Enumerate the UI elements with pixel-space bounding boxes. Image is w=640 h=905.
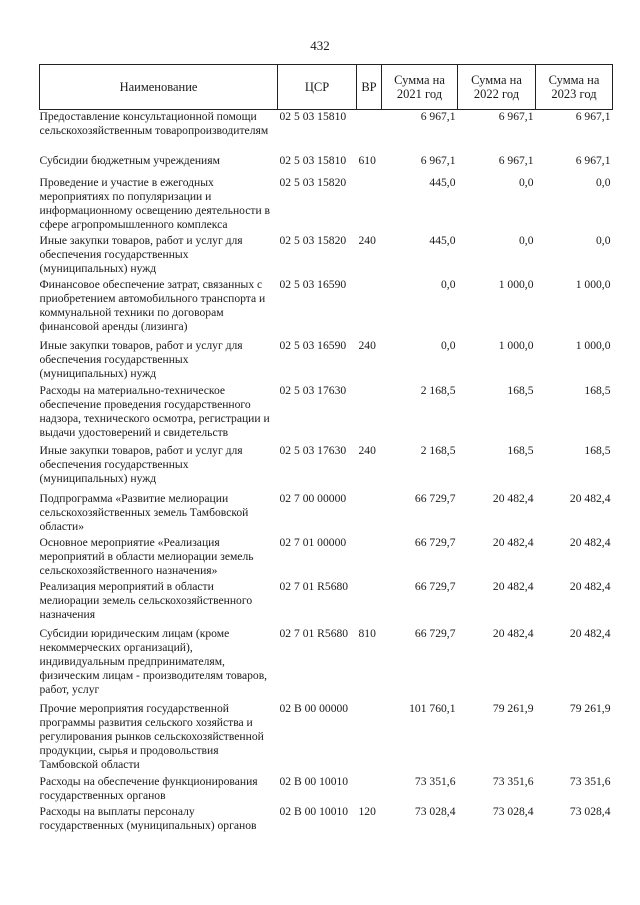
row-vr bbox=[357, 176, 382, 234]
table-row bbox=[40, 492, 613, 536]
row-vr bbox=[357, 702, 382, 775]
row-2022: 73 028,4 bbox=[492, 804, 534, 818]
table-row bbox=[40, 339, 613, 384]
row-name: Иные закупки товаров, работ и услуг для обеспечения государственных (муниципальных) нужд bbox=[39, 233, 243, 275]
row-2023: 6 967,1 bbox=[575, 153, 611, 167]
row-name: Финансовое обеспечение затрат, связанных с приобретением автомобильного транспорта и коммунальной техники по договорам финансовой аренды (лизинга) bbox=[39, 277, 266, 334]
row-2022: 20 482,4 bbox=[492, 535, 534, 549]
row-name: Иные закупки товаров, работ и услуг для обеспечения государственных (муниципальных) нужд bbox=[39, 338, 243, 380]
row-2021: 66 729,7 bbox=[414, 579, 456, 593]
row-2023: 1 000,0 bbox=[575, 277, 611, 291]
row-2023: 20 482,4 bbox=[569, 535, 611, 549]
table-row bbox=[40, 278, 613, 339]
row-2023: 20 482,4 bbox=[569, 626, 611, 640]
row-csr: 02 В 00 10010 bbox=[279, 774, 349, 788]
table-row bbox=[40, 234, 613, 278]
row-csr: 02 5 03 15810 bbox=[279, 153, 347, 167]
row-name: Иные закупки товаров, работ и услуг для обеспечения государственных (муниципальных) нужд bbox=[39, 443, 243, 485]
row-2021: 0,0 bbox=[441, 277, 456, 291]
row-name: Подпрограмма «Развитие мелиорации сельскохозяйственных земель Тамбовской области» bbox=[39, 491, 249, 533]
header-2023: Сумма на 2023 год bbox=[536, 65, 613, 110]
header-name: Наименование bbox=[40, 65, 278, 110]
header-vr: ВР bbox=[357, 65, 382, 110]
row-2021: 66 729,7 bbox=[414, 535, 456, 549]
row-2023: 1 000,0 bbox=[575, 338, 611, 352]
row-2022: 73 351,6 bbox=[492, 774, 534, 788]
row-2021: 73 351,6 bbox=[414, 774, 456, 788]
row-2021: 2 168,5 bbox=[420, 443, 456, 457]
row-2023: 168,5 bbox=[584, 443, 611, 457]
table-row bbox=[40, 805, 613, 835]
row-2023: 6 967,1 bbox=[575, 110, 611, 123]
row-2022: 20 482,4 bbox=[492, 626, 534, 640]
row-2023: 0,0 bbox=[596, 175, 611, 189]
row-vr: 240 bbox=[358, 338, 376, 352]
table-row bbox=[40, 384, 613, 444]
row-2023: 168,5 bbox=[584, 383, 611, 397]
row-csr: 02 7 00 00000 bbox=[279, 491, 347, 505]
row-2023: 20 482,4 bbox=[569, 491, 611, 505]
table-row bbox=[40, 702, 613, 775]
row-2022: 6 967,1 bbox=[498, 110, 534, 123]
row-2022: 20 482,4 bbox=[492, 579, 534, 593]
row-csr: 02 7 01 R5680 bbox=[279, 626, 349, 640]
row-2023: 79 261,9 bbox=[569, 701, 611, 715]
row-2021: 66 729,7 bbox=[414, 626, 456, 640]
row-csr: 02 5 03 15820 bbox=[279, 175, 347, 189]
table-header-row bbox=[40, 65, 613, 110]
row-2023: 0,0 bbox=[596, 233, 611, 247]
row-vr bbox=[357, 492, 382, 536]
row-vr bbox=[357, 580, 382, 627]
row-2021: 73 028,4 bbox=[414, 804, 456, 818]
row-vr bbox=[357, 278, 382, 339]
header-csr: ЦСР bbox=[278, 65, 357, 110]
row-2022: 168,5 bbox=[507, 383, 534, 397]
row-2021: 2 168,5 bbox=[420, 383, 456, 397]
row-name: Предоставление консультационной помощи сельскохозяйственным товаропроизводителям bbox=[39, 110, 269, 138]
row-csr: 02 В 00 10010 bbox=[279, 804, 349, 818]
row-2021: 445,0 bbox=[429, 233, 456, 247]
row-name: Субсидии бюджетным учреждениям bbox=[39, 153, 220, 167]
row-2021: 445,0 bbox=[429, 175, 456, 189]
row-csr: 02 5 03 15810 bbox=[279, 110, 347, 123]
page-number: 432 bbox=[310, 38, 330, 53]
row-csr: 02 5 03 16590 bbox=[279, 338, 347, 352]
row-2023: 20 482,4 bbox=[569, 579, 611, 593]
row-name: Субсидии юридическим лицам (кроме некоммерческих организаций), индивидуальным предпринимателям, физическим лицам - производителям товаров, работ, услуг bbox=[39, 626, 268, 697]
table-row bbox=[40, 536, 613, 580]
row-2022: 168,5 bbox=[507, 443, 534, 457]
table-row bbox=[40, 580, 613, 627]
row-vr: 240 bbox=[358, 233, 376, 247]
row-csr: 02 7 01 00000 bbox=[279, 535, 347, 549]
row-vr: 810 bbox=[358, 626, 376, 640]
row-vr: 240 bbox=[358, 443, 376, 457]
row-2022: 1 000,0 bbox=[498, 338, 534, 352]
row-2021: 6 967,1 bbox=[420, 110, 456, 123]
row-vr: 120 bbox=[358, 804, 376, 818]
row-csr: 02 7 01 R5680 bbox=[279, 579, 349, 593]
table-row bbox=[40, 775, 613, 805]
row-vr bbox=[357, 775, 382, 805]
row-2021: 6 967,1 bbox=[420, 153, 456, 167]
table-row bbox=[40, 444, 613, 492]
row-2021: 0,0 bbox=[441, 338, 456, 352]
row-vr: 610 bbox=[358, 153, 376, 167]
row-2022: 0,0 bbox=[519, 233, 534, 247]
row-2023: 73 028,4 bbox=[569, 804, 611, 818]
row-vr bbox=[357, 110, 382, 154]
row-vr bbox=[357, 384, 382, 444]
row-2022: 1 000,0 bbox=[498, 277, 534, 291]
row-2021: 101 760,1 bbox=[409, 701, 456, 715]
table-row bbox=[40, 154, 613, 176]
header-2022: Сумма на 2022 год bbox=[458, 65, 536, 110]
row-name: Проведение и участие в ежегодных мероприятиях по популяризации и информационному освещению деятельности в сфере агропромышленного комплекса bbox=[39, 175, 271, 232]
row-2023: 73 351,6 bbox=[569, 774, 611, 788]
row-csr: 02 5 03 17630 bbox=[279, 443, 347, 457]
table-row bbox=[40, 110, 613, 154]
row-name: Расходы на выплаты персоналу государственных (муниципальных) органов bbox=[39, 804, 257, 832]
row-name: Основное мероприятие «Реализация мероприятий в области мелиорации земель сельскохозяйственного назначения» bbox=[39, 535, 254, 577]
row-2022: 20 482,4 bbox=[492, 491, 534, 505]
row-name: Прочие мероприятия государственной программы развития сельского хозяйства и регулирования рынков сельскохозяйственной продукции, сырья и продовольствия Тамбовской области bbox=[39, 701, 264, 772]
row-2021: 66 729,7 bbox=[414, 491, 456, 505]
row-2022: 79 261,9 bbox=[492, 701, 534, 715]
row-vr bbox=[357, 536, 382, 580]
budget-table bbox=[39, 64, 613, 835]
table-body bbox=[40, 110, 613, 835]
table-row bbox=[40, 176, 613, 234]
row-csr: 02 В 00 00000 bbox=[279, 701, 349, 715]
table-row bbox=[40, 627, 613, 702]
row-name: Расходы на материально-техническое обеспечение проведения государственного надзора, технического осмотра, регистрации и выдачи удостоверений и свидетельств bbox=[39, 383, 270, 440]
row-csr: 02 5 03 17630 bbox=[279, 383, 347, 397]
row-name: Расходы на обеспечение функционирования государственных органов bbox=[39, 774, 258, 802]
row-2022: 6 967,1 bbox=[498, 153, 534, 167]
row-2022: 0,0 bbox=[519, 175, 534, 189]
row-name: Реализация мероприятий в области мелиорации земель сельскохозяйственного назначения bbox=[39, 579, 253, 621]
row-csr: 02 5 03 16590 bbox=[279, 277, 347, 291]
header-2021: Сумма на 2021 год bbox=[382, 65, 458, 110]
row-csr: 02 5 03 15820 bbox=[279, 233, 347, 247]
